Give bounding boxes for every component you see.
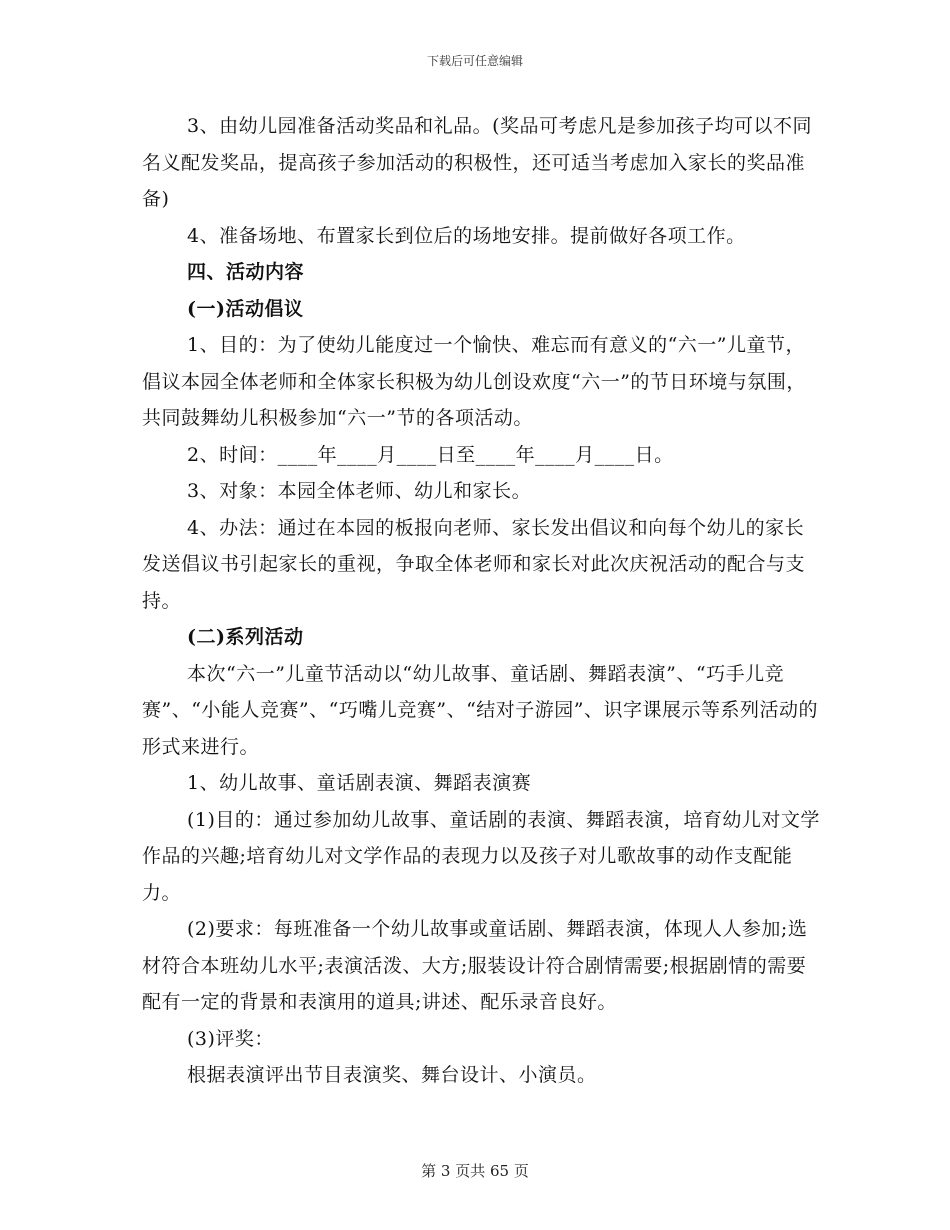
section-heading-activity-content: 四、活动内容	[187, 261, 305, 283]
paragraph-audience: 3、对象：本园全体老师、幼儿和家长。	[187, 480, 532, 502]
paragraph-time: 2、时间：____年____月____日至____年____月____日。	[187, 443, 674, 466]
page-header: 下载后可任意编辑	[426, 54, 523, 68]
document-body	[142, 108, 822, 1094]
paragraph-performance-requirements: (2)要求：每班准备一个幼儿故事或童话剧、舞蹈表演，体现人人参加;选材符合本班幼儿水平;表演活泼、大方;服装设计符合剧情需要;根据剧情的需要配有一定的背景和表演用的道具;讲述、配乐录音良好。	[142, 918, 808, 1013]
paragraph-purpose: 1、目的：为了使幼儿能度过一个愉快、难忘而有意义的“六一”儿童节，倡议本园全体老师和全体家长积极为幼儿创设欢度“六一”的节日环境与氛围，共同鼓舞幼儿积极参加“六一”节的各项活动。	[142, 334, 806, 429]
paragraph-performance-purpose: (1)目的：通过参加幼儿故事、童话剧的表演、舞蹈表演，培育幼儿对文学作品的兴趣;培育幼儿对文学作品的表现力以及孩子对儿歌故事的动作支配能力。	[142, 808, 820, 904]
paragraph-prize-prep: 3、由幼儿园准备活动奖品和礼品。(奖品可考虑凡是参加孩子均可以不同名义配发奖品，提高孩子参加活动的积极性，还可适当考虑加入家长的奖品准备)	[142, 115, 813, 210]
paragraph-performance-contest: 1、幼儿故事、童话剧表演、舞蹈表演赛	[187, 772, 532, 794]
subsection-heading-series-activities: (二)系列活动	[187, 626, 304, 648]
subsection-heading-activity-proposal: (一)活动倡议	[187, 297, 304, 320]
paragraph-method: 4、办法：通过在本园的板报向老师、家长发出倡议和向每个幼儿的家长发送倡议书引起家长的重视，争取全体老师和家长对此次庆祝活动的配合与支持。	[142, 516, 806, 612]
paragraph-awards: 根据表演评出节目表演奖、舞台设计、小演员。	[187, 1064, 597, 1086]
page-footer: 第 3 页共 65 页	[421, 1162, 529, 1180]
paragraph-awards-heading: (3)评奖：	[187, 1027, 274, 1050]
paragraph-venue-prep: 4、准备场地、布置家长到位后的场地安排。提前做好各项工作。	[187, 224, 746, 247]
paragraph-series-intro: 本次“六一”儿童节活动以“幼儿故事、童话剧、舞蹈表演”、“巧手儿竞赛”、“小能人竞赛”、“巧嘴儿竞赛”、“结对子游园”、识字课展示等系列活动的形式来进行。	[142, 662, 818, 758]
